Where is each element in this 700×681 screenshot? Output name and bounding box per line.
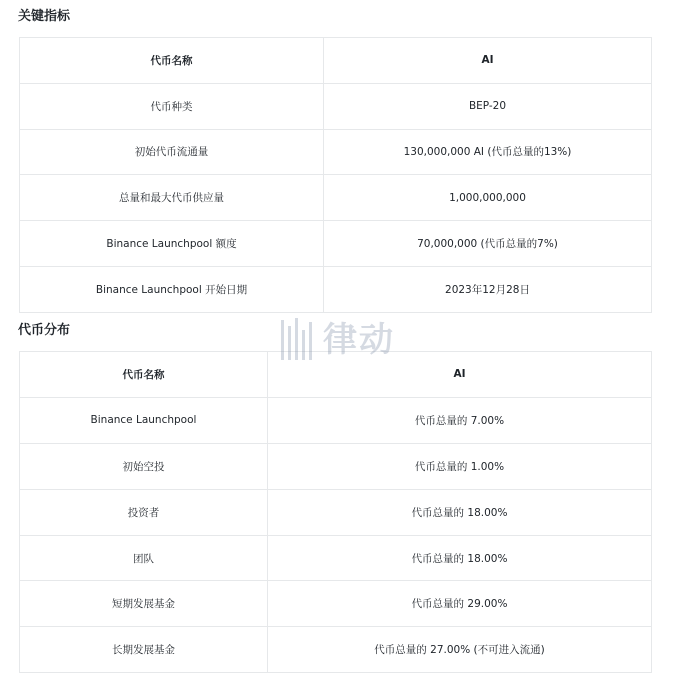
row-label: 代币种类: [20, 83, 324, 129]
row-value: 代币总量的 29.00%: [268, 581, 652, 627]
row-value: BEP-20: [324, 83, 652, 129]
row-label: 团队: [20, 535, 268, 581]
row-value: 代币总量的 1.00%: [268, 443, 652, 489]
row-label: 长期发展基金: [20, 627, 268, 673]
header-token-name: 代币名称: [20, 352, 268, 398]
row-label: 投资者: [20, 489, 268, 535]
row-value: 代币总量的 27.00% (不可进入流通): [268, 627, 652, 673]
table-row: [20, 83, 652, 129]
row-label: 初始空投: [20, 443, 268, 489]
row-label: 总量和最大代币供应量: [20, 175, 324, 221]
table-header-row: [20, 352, 652, 398]
table-row: [20, 175, 652, 221]
table-header-row: [20, 38, 652, 84]
row-value: 70,000,000 (代币总量的7%): [324, 221, 652, 267]
row-label: Binance Launchpool 额度: [20, 221, 324, 267]
row-label: 初始代币流通量: [20, 129, 324, 175]
row-label: Binance Launchpool 开始日期: [20, 266, 324, 312]
row-label: 短期发展基金: [20, 581, 268, 627]
table-row: [20, 489, 652, 535]
table-row: [20, 397, 652, 443]
table-row: [20, 443, 652, 489]
section-title-token-distribution: 代币分布: [18, 323, 71, 338]
header-token-symbol: AI: [324, 38, 652, 84]
table-row: [20, 266, 652, 312]
key-metrics-table: [19, 37, 652, 313]
header-token-symbol: AI: [268, 352, 652, 398]
row-value: 代币总量的 18.00%: [268, 535, 652, 581]
table-row: [20, 581, 652, 627]
row-value: 130,000,000 AI (代币总量的13%): [324, 129, 652, 175]
token-distribution-table: [19, 351, 652, 673]
table-row: [20, 129, 652, 175]
row-label: Binance Launchpool: [20, 397, 268, 443]
row-value: 1,000,000,000: [324, 175, 652, 221]
table-row: [20, 535, 652, 581]
header-token-name: 代币名称: [20, 38, 324, 84]
row-value: 2023年12月28日: [324, 266, 652, 312]
row-value: 代币总量的 18.00%: [268, 489, 652, 535]
table-row: [20, 221, 652, 267]
table-row: [20, 627, 652, 673]
row-value: 代币总量的 7.00%: [268, 397, 652, 443]
section-title-key-metrics: 关键指标: [18, 9, 71, 24]
watermark-text: 律动: [323, 320, 395, 360]
